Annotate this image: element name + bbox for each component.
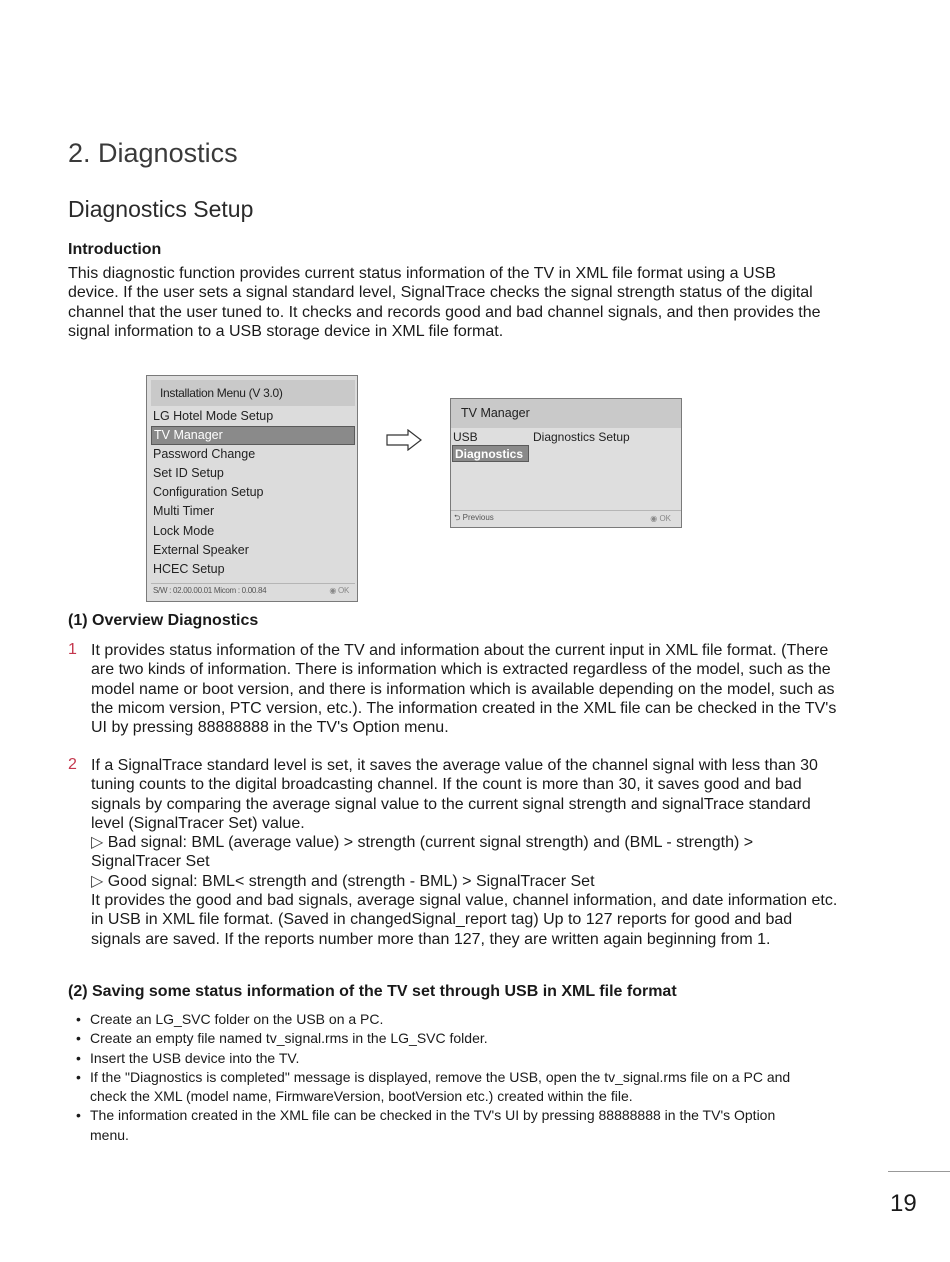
diagnostics-setup-label: Diagnostics Setup [533, 430, 630, 444]
installation-menu-title: Installation Menu (V 3.0) [151, 380, 355, 406]
ok-hint [650, 512, 671, 526]
list-item-text: Create an LG_SVC folder on the USB on a PC. [90, 1011, 384, 1027]
bullet-icon: • [76, 1030, 81, 1047]
tv-manager-screenshot [450, 398, 682, 528]
menu-item-lock-mode: Lock Mode [153, 523, 215, 538]
good-signal-text: Good signal: BML< strength and (strength - BML) > SignalTracer Set [103, 872, 595, 890]
tv-manager-footer [451, 510, 681, 527]
previous-label: Previous [462, 513, 494, 522]
triangle-icon: ▷ [91, 834, 104, 852]
bullet-icon: • [76, 1049, 81, 1066]
ok-button-icon: ◉ [650, 514, 658, 523]
intro-heading: Introduction [68, 241, 162, 258]
bad-signal-line [91, 833, 841, 872]
list-item [76, 1106, 816, 1145]
right-arrow-icon [386, 429, 422, 451]
list-item [76, 1068, 816, 1107]
saving-heading: (2) Saving some status information of the TV set through USB in XML file format [68, 983, 677, 1000]
report-paragraph: It provides the good and bad signals, average signal value, channel information, and date information etc. in USB in XML file format. (Saved in changedSignal_report tag) Up to 127 reports for good and bad signals are saved. If the reports number more than 127, they are written again beginning from 1. [91, 892, 838, 948]
menu-item-tv-manager: TV Manager [151, 426, 355, 445]
menu-item-external-speaker: External Speaker [153, 542, 249, 557]
good-signal-line [91, 872, 841, 891]
overview-item-1: It provides status information of the TV and information about the current input in XML file format. (There are two kinds of information. There is information which is extracted regardless of the model, such as the model name or boot version, and there is information which is available depending on the model, such as the micom version, PTC version, etc.). The information created in the XML file can be checked in the TV's UI by pressing 88888888 in the TV's Option menu. [91, 642, 837, 737]
menu-item-hcec-setup: HCEC Setup [153, 561, 225, 576]
bullet-icon: • [76, 1068, 81, 1085]
list-item-text: If the "Diagnostics is completed" message is displayed, remove the USB, open the tv_signal.rms file on a PC and check the XML (model name, FirmwareVersion, bootVersion etc.) created within the file. [90, 1068, 791, 1105]
list-item-text: The information created in the XML file can be checked in the TV's UI by pressing 88888888 in the TV's Option menu. [90, 1107, 776, 1143]
list-item-text: Insert the USB device into the TV. [90, 1049, 300, 1066]
page-heading: 2. Diagnostics [68, 138, 238, 168]
ok-hint [329, 584, 349, 598]
back-icon: ⮌ [454, 513, 461, 522]
triangle-icon: ▷ [91, 872, 104, 890]
list-item [76, 1049, 816, 1068]
menu-item-password-change: Password Change [153, 447, 256, 462]
page-rule [888, 1171, 950, 1172]
overview-heading: (1) Overview Diagnostics [68, 612, 259, 629]
installation-menu-list [151, 407, 355, 579]
list-item [76, 1010, 816, 1029]
tv-manager-item-usb: USB [453, 430, 478, 444]
tv-manager-item-diagnostics: Diagnostics [452, 445, 529, 462]
section-title: Diagnostics Setup [68, 196, 254, 222]
installation-menu-screenshot [146, 375, 358, 602]
bad-signal-text: Bad signal: BML (average value) > strength (current signal strength) and (BML - strength) > SignalTracer Set [91, 834, 754, 871]
tv-manager-title: TV Manager [451, 399, 681, 428]
intro-paragraph: This diagnostic function provides current status information of the TV in XML file format using a USB device. If the user sets a signal standard level, SignalTrace checks the signal strength status of the digital channel that the user tuned to. It checks and records good and bad channel signals, and then provides the signal information to a USB storage device in XML file format. [68, 265, 821, 341]
item-number: 2 [68, 756, 77, 773]
bullet-icon: • [76, 1107, 81, 1124]
menu-item-multi-timer: Multi Timer [153, 504, 215, 519]
overview-item-2 [91, 756, 841, 949]
installation-menu-footer [151, 583, 355, 597]
menu-item-lg-hotel-mode-setup: LG Hotel Mode Setup [153, 409, 274, 423]
menu-item-configuration-setup: Configuration Setup [153, 485, 264, 500]
list-item [76, 1029, 816, 1048]
page-number: 19 [890, 1190, 917, 1217]
bullet-icon: • [76, 1011, 81, 1027]
signaltrace-paragraph: If a SignalTrace standard level is set, it saves the average value of the channel signal with less than 30 tuning counts to the digital broadcasting channel. If the count is more than 30, it saves good and bad signals by comparing the average signal value to the current signal strength and signalTrace standard level (SignalTracer Set) value. [91, 757, 818, 832]
version-info: S/W : 02.00.00.01 Micom : 0.00.84 [153, 586, 267, 595]
list-item-text: Create an empty file named tv_signal.rms in the LG_SVC folder. [90, 1030, 488, 1047]
ok-label: OK [338, 586, 349, 595]
item-number: 1 [68, 641, 77, 658]
menu-item-set-id-setup: Set ID Setup [153, 466, 224, 481]
ok-label: OK [659, 514, 671, 523]
ok-button-icon: ◉ [329, 586, 337, 595]
saving-steps-list [76, 1010, 816, 1145]
